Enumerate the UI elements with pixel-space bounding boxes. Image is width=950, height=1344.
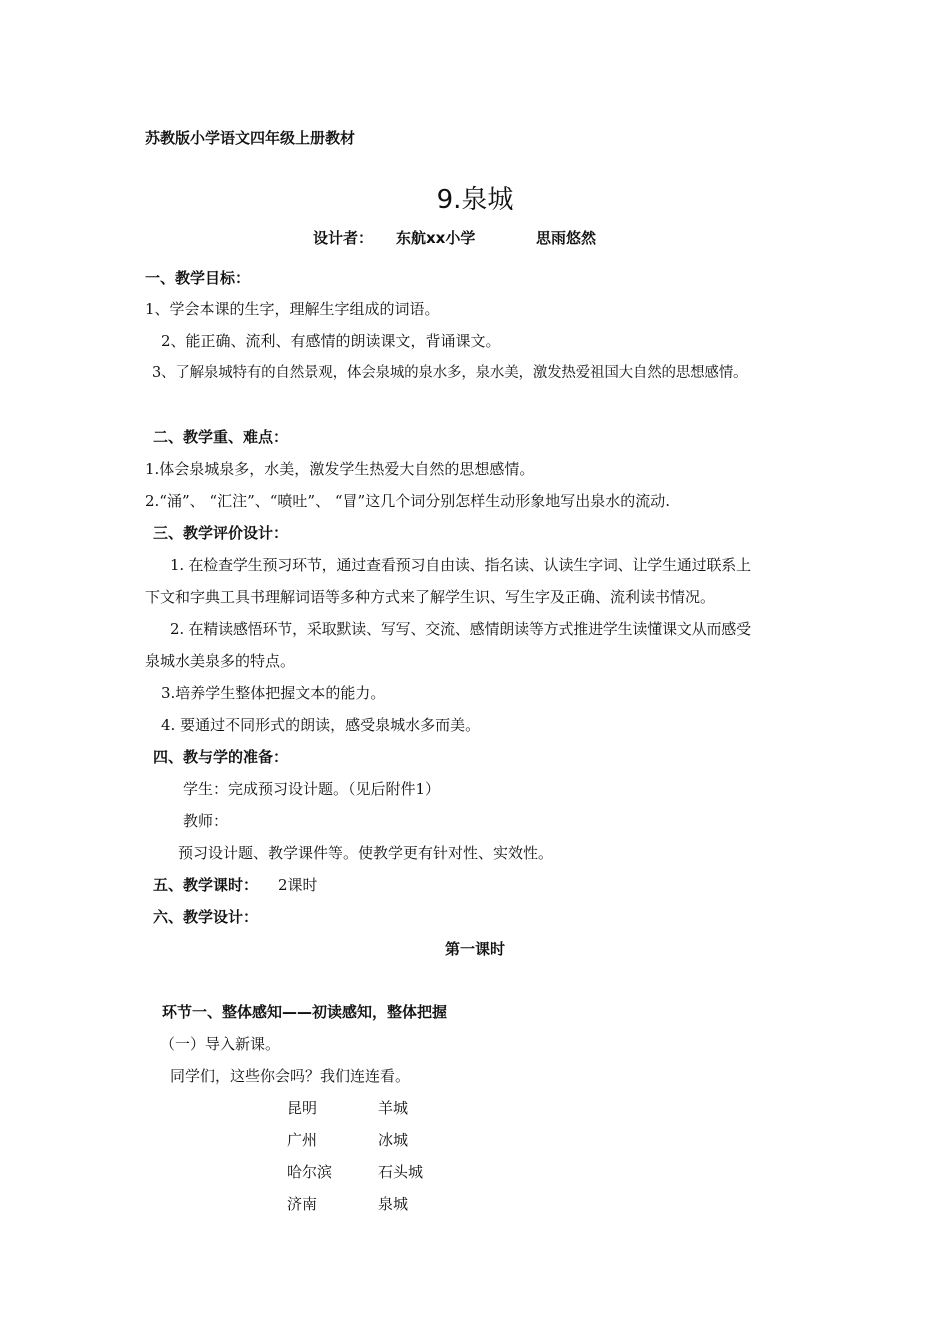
city-name: 昆明 bbox=[287, 1099, 318, 1117]
evaluation-item-3: 3.培养学生整体把握文本的能力。 bbox=[161, 684, 386, 702]
objective-item-2: 2、能正确、流利、有感情的朗读课文，背诵课文。 bbox=[161, 332, 501, 350]
city-nickname: 泉城 bbox=[378, 1195, 409, 1213]
city-nickname: 冰城 bbox=[378, 1131, 409, 1149]
lesson-title: 9.泉城 bbox=[436, 185, 514, 215]
preparation-teacher-detail: 预习设计题、教学课件等。使教学更有针对性、实效性。 bbox=[178, 844, 554, 862]
intro-prompt: 同学们，这些你会吗？我们连连看。 bbox=[170, 1067, 411, 1085]
objective-item-1: 1、学会本课的生字，理解生字组成的词语。 bbox=[145, 300, 440, 318]
byline-school: 东航xx小学 bbox=[396, 229, 476, 247]
city-name: 哈尔滨 bbox=[287, 1163, 333, 1181]
section-heading-evaluation: 三、教学评价设计： bbox=[153, 524, 289, 542]
preparation-student: 学生：完成预习设计题。（见后附件1） bbox=[183, 780, 441, 798]
section-heading-periods: 五、教学课时： bbox=[153, 876, 259, 894]
evaluation-item-2a: 2. 在精读感悟环节，采取默读、写写、交流、感情朗读等方式推进学生读懂课文从而感受 bbox=[170, 620, 751, 638]
objective-item-3: 3、了解泉城特有的自然景观，体会泉城的泉水多，泉水美，激发热爱祖国大自然的思想感情。 bbox=[152, 365, 748, 381]
section-heading-preparation: 四、教与学的准备： bbox=[153, 748, 289, 766]
evaluation-item-2b: 泉城水美泉多的特点。 bbox=[145, 652, 296, 670]
sub-heading-intro: （一）导入新课。 bbox=[160, 1035, 281, 1053]
city-nickname: 石头城 bbox=[378, 1163, 424, 1181]
step-heading: 环节一、整体感知——初读感知，整体把握 bbox=[162, 1003, 448, 1021]
city-nickname: 羊城 bbox=[378, 1099, 409, 1117]
section-heading-design: 六、教学设计： bbox=[153, 908, 259, 926]
city-name: 济南 bbox=[287, 1195, 318, 1213]
byline-author: 思雨悠然 bbox=[536, 229, 597, 247]
lesson-period-title: 第一课时 bbox=[444, 940, 505, 958]
section-heading-key-points: 二、教学重、难点： bbox=[153, 428, 289, 446]
preparation-teacher-label: 教师： bbox=[183, 812, 229, 830]
evaluation-item-1a: 1. 在检查学生预习环节，通过查看预习自由读、指名读、认读生字词、让学生通过联系上 bbox=[170, 556, 751, 574]
city-name: 广州 bbox=[287, 1131, 318, 1149]
periods-value: 2课时 bbox=[278, 876, 318, 894]
key-point-item-2: 2.“涌”、 “汇注”、“喷吐”、 “冒”这几个词分别怎样生动形象地写出泉水的流动. bbox=[145, 492, 670, 510]
section-heading-objectives: 一、教学目标： bbox=[145, 269, 251, 287]
evaluation-item-1b: 下文和字典工具书理解词语等多种方式来了解学生识、写生字及正确、流利读书情况。 bbox=[145, 588, 716, 606]
byline-label: 设计者： bbox=[313, 229, 374, 247]
textbook-header: 苏教版小学语文四年级上册教材 bbox=[145, 129, 356, 147]
key-point-item-1: 1.体会泉城泉多，水美，激发学生热爱大自然的思想感情。 bbox=[145, 460, 535, 478]
evaluation-item-4: 4. 要通过不同形式的朗读，感受泉城水多而美。 bbox=[161, 716, 481, 734]
